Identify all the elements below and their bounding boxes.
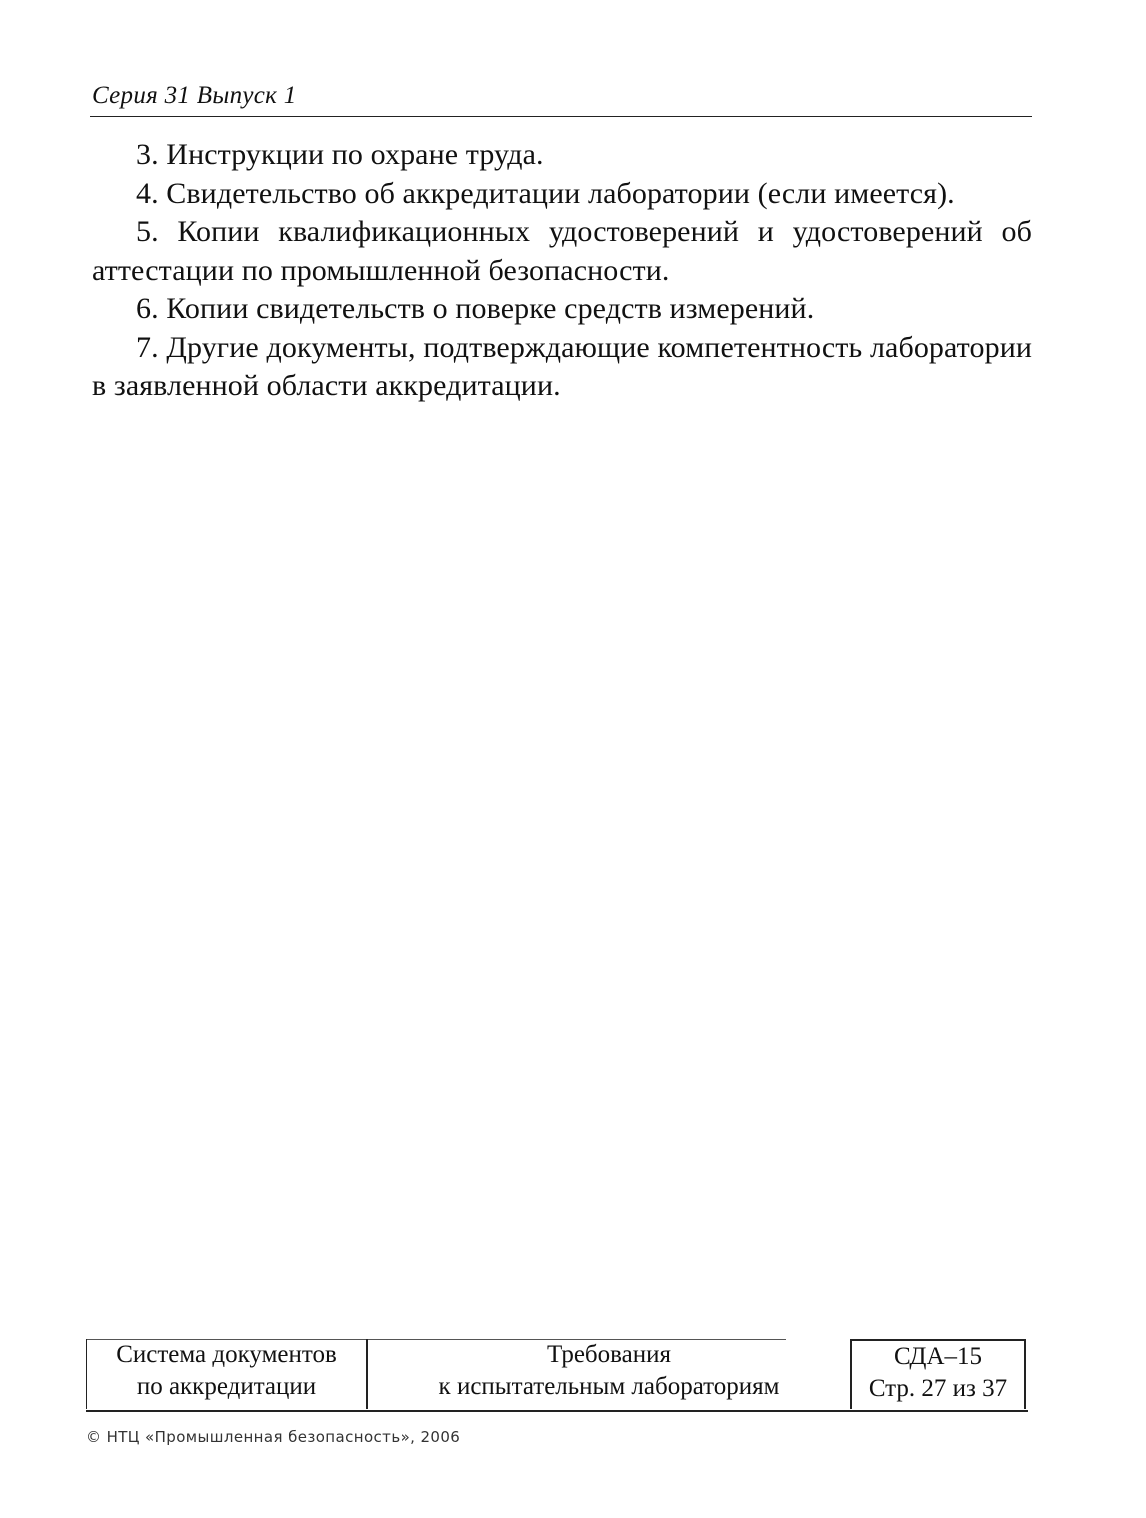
footer-cell-title [368,1339,852,1409]
footer-cell-code [852,1339,1026,1409]
copyright-notice: © НТЦ «Промышленная безопасность», 2006 [86,1428,461,1446]
paragraph-6: 6. Копии свидетельств о поверке средств измерений. [136,292,815,325]
paragraph-5: 5. Копии квалификационных удостоверений и удостоверений об аттестации по промышленной безопасности. [92,215,1032,287]
footer-title-line2: к испытательным лабораториям [438,1373,780,1400]
footer-title-line1: Требования [547,1341,671,1368]
footer-table [86,1339,1026,1409]
footer-bottom-rule [86,1410,1028,1412]
footer-system-line1: Система документов [116,1341,337,1368]
footer-doc-code: СДА–15 [893,1343,983,1370]
paragraph-7: 7. Другие документы, подтверждающие компетентность лаборатории в заявленной области аккредитации. [92,330,1032,402]
body-text [92,136,1032,406]
header-rule [90,116,1032,117]
footer-cell-system [86,1339,368,1409]
paragraph-3: 3. Инструкции по охране труда. [136,138,544,171]
running-header: Серия 31 Выпуск 1 [92,82,297,109]
footer-system-line2: по аккредитации [136,1373,317,1400]
paragraph-4: 4. Свидетельство об аккредитации лаборатории (если имеется). [136,176,955,210]
footer-page-number: Стр. 27 из 37 [868,1375,1008,1402]
